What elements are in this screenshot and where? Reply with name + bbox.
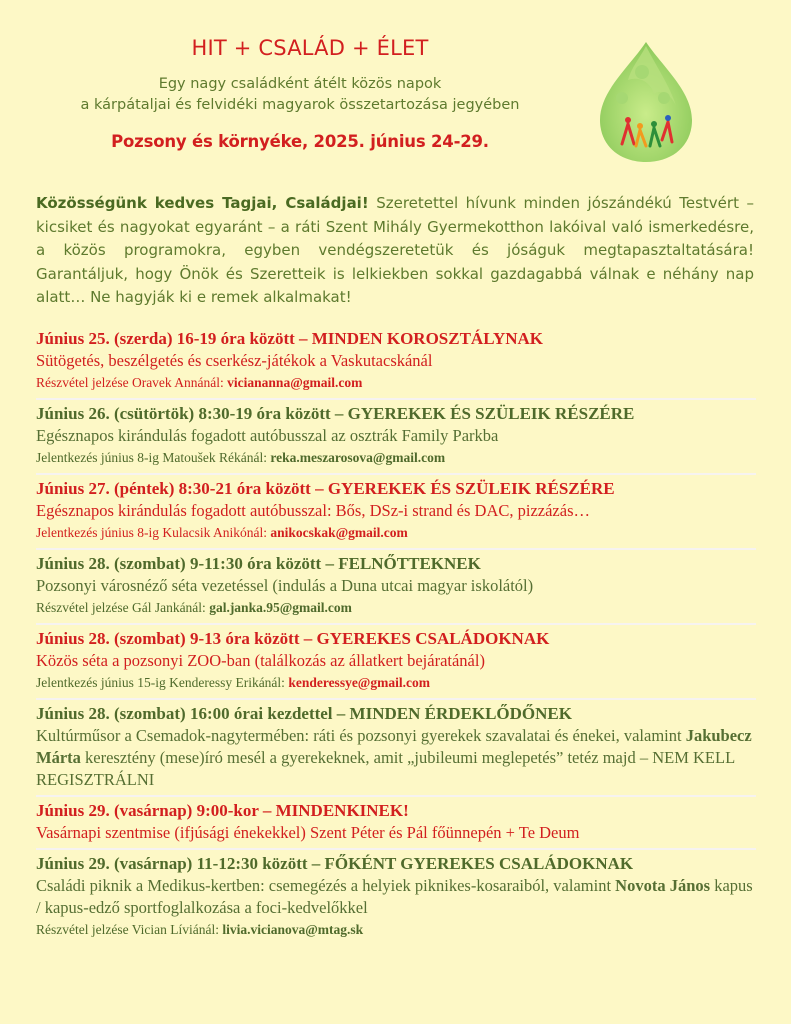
- registration-email[interactable]: viciananna@gmail.com: [227, 375, 363, 390]
- event-description: Közös séta a pozsonyi ZOO-ban (találkozás az állatkert bejáratánál): [36, 651, 485, 670]
- event-item: [36, 328, 756, 398]
- header: [0, 36, 600, 151]
- subtitle-line-1: Egy nagy családként átélt közös napok: [158, 76, 442, 92]
- registration-text: Jelentkezés június 8-ig Matoušek Rékánál:: [36, 450, 271, 465]
- registration-email[interactable]: anikocskak@gmail.com: [270, 525, 408, 540]
- event-description: Vasárnapi szentmise (ifjúsági énekekkel) Szent Péter és Pál főünnepén + Te Deum: [36, 823, 580, 842]
- events-list: [36, 328, 756, 945]
- registration-email[interactable]: kenderessye@gmail.com: [288, 675, 430, 690]
- event-registration: [36, 919, 756, 941]
- registration-email[interactable]: gal.janka.95@gmail.com: [209, 600, 352, 615]
- event-title: Június 28. (szombat) 9-13 óra között – GYEREKES CSALÁDOKNAK: [36, 629, 550, 648]
- event-item: [36, 795, 756, 848]
- event-title: Június 29. (vasárnap) 9:00-kor – MINDENKINEK!: [36, 801, 409, 820]
- family-drop-logo-icon: [592, 36, 700, 166]
- event-description: [36, 725, 756, 791]
- event-registration: [36, 597, 756, 619]
- date-place: Pozsony és környéke, 2025. június 24-29.: [111, 132, 489, 151]
- intro-text: Szeretettel hívunk minden jószándékú Testvért – kicsiket és nagyokat egyaránt – a ráti Szent Mihály Gyermekotthon lakóival való ismerkedésre, a közös programokra, egyben vendégszeretetük és jóságuk megtapasztaltatására! Garantáljuk, hogy Önök és Szeretteik is lelkiekben sokkal gazdagabbá válnak e néhány nap alatt… Ne hagyják ki e remek alkalmakat!: [36, 194, 754, 306]
- registration-text: Részvétel jelzése Oravek Annánál:: [36, 375, 228, 390]
- event-registration: [36, 522, 756, 544]
- event-title: Június 25. (szerda) 16-19 óra között – MINDEN KOROSZTÁLYNAK: [36, 329, 544, 348]
- performer-name: Jakubecz Márta: [36, 726, 752, 767]
- registration-email[interactable]: livia.vicianova@mtag.sk: [222, 922, 364, 937]
- description-part: kapus / kapus-edző sportfoglalkozása a foci-kedvelőkkel: [36, 876, 753, 917]
- registration-text: Jelentkezés június 8-ig Kulacsik Anikónál:: [36, 525, 271, 540]
- registration-text: Részvétel jelzése Gál Jankánál:: [36, 600, 210, 615]
- event-description: [36, 875, 756, 919]
- coach-name: Novota János: [615, 876, 711, 895]
- registration-email[interactable]: reka.meszarosova@gmail.com: [270, 450, 446, 465]
- event-item: [36, 623, 756, 698]
- event-registration: [36, 672, 756, 694]
- event-title: Június 26. (csütörtök) 8:30-19 óra között – GYEREKEK ÉS SZÜLEIK RÉSZÉRE: [36, 404, 635, 423]
- event-registration: [36, 372, 756, 394]
- description-part: Családi piknik a Medikus-kertben: csemegézés a helyiek piknikes-kosaraiból, valamint: [36, 876, 616, 895]
- event-registration: [36, 447, 756, 469]
- event-description: Egésznapos kirándulás fogadott autóbusszal: Bős, DSz-i strand és DAC, pizzázás…: [36, 501, 590, 520]
- event-item: [36, 698, 756, 795]
- event-title: Június 27. (péntek) 8:30-21 óra között – GYEREKEK ÉS SZÜLEIK RÉSZÉRE: [36, 479, 615, 498]
- event-item: [36, 548, 756, 623]
- subtitle: [0, 74, 600, 116]
- intro-lead: Közösségünk kedves Tagjai, Családjai!: [36, 194, 369, 212]
- description-part: Kultúrműsor a Csemadok-nagytermében: ráti és pozsonyi gyerekek szavalatai és énekei, valamint: [36, 726, 686, 745]
- description-part: keresztény (mese)író mesél a gyerekeknek, amit „jubileumi meglepetés” tetéz majd – NEM KELL REGISZTRÁLNI: [36, 748, 735, 789]
- event-item: [36, 473, 756, 548]
- event-description: Sütögetés, beszélgetés és cserkész-játékok a Vaskutacskánál: [36, 351, 433, 370]
- subtitle-line-2: a kárpátaljai és felvidéki magyarok összetartozása jegyében: [80, 97, 520, 113]
- registration-text: Részvétel jelzése Vician Líviánál:: [36, 922, 223, 937]
- intro-paragraph: [36, 192, 754, 310]
- event-item: [36, 398, 756, 473]
- event-description: Egésznapos kirándulás fogadott autóbusszal az osztrák Family Parkba: [36, 426, 499, 445]
- event-title: Június 28. (szombat) 16:00 órai kezdettel – MINDEN ÉRDEKLŐDŐNEK: [36, 704, 572, 723]
- event-title: Június 28. (szombat) 9-11:30 óra között – FELNŐTTEKNEK: [36, 554, 481, 573]
- event-title: Június 29. (vasárnap) 11-12:30 között – FŐKÉNT GYEREKES CSALÁDOKNAK: [36, 854, 634, 873]
- event-item: [36, 848, 756, 945]
- page-title: HIT + CSALÁD + ÉLET: [191, 36, 429, 60]
- event-description: Pozsonyi városnéző séta vezetéssel (indulás a Duna utcai magyar iskolától): [36, 576, 534, 595]
- registration-text: Jelentkezés június 15-ig Kenderessy Erikánál:: [36, 675, 289, 690]
